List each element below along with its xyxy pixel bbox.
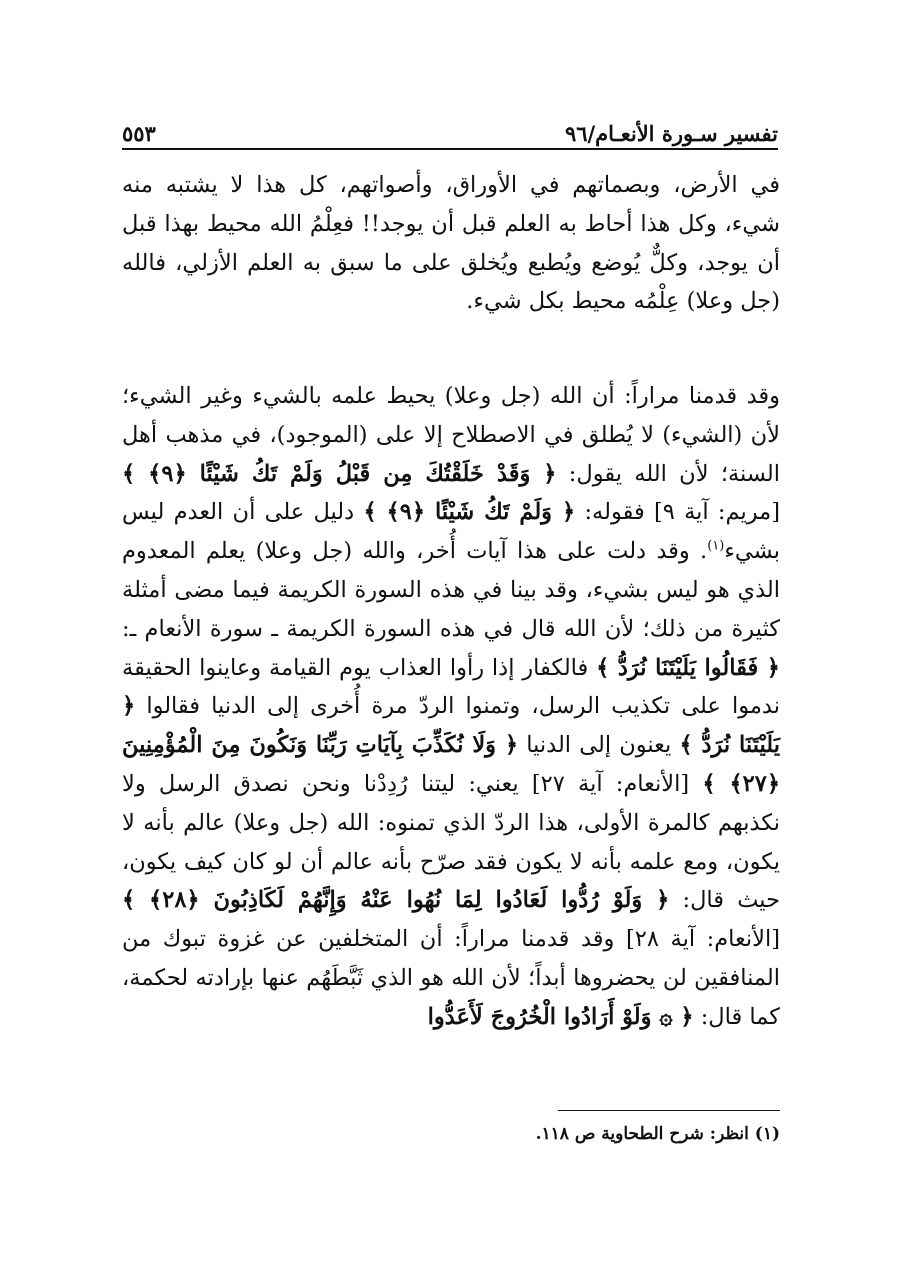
text-run: وقد قدمنا مراراً: أن الله (جل وعلا) يحيط علمه بالشيء وغير الشيء؛ لأن (الشيء) لا يُطلق في الاصطلاح إلا على (الموجود)، في مذهب أهل السنة؛ لأن الله يقول: bbox=[122, 383, 780, 487]
running-title: تفسير سـورة الأنعـام/٩٦ bbox=[564, 121, 778, 146]
text-run: فالكفار إذا رأوا العذاب يوم القيامة وعاينوا الحقيقة ندموا على تكذيب الرسل، وتمنوا الردّ مرة أُخرى إلى الدنيا فقالوا bbox=[122, 654, 780, 720]
text-run: [الأنعام: آية ٢٨] وقد قدمنا مراراً: أن المتخلفين عن غزوة تبوك من المنافقين لن يحضروها أبداً؛ لأن الله هو الذي ثَبَّطَهُم عنها بإرادته لحكمة، كما قال: bbox=[122, 926, 780, 1030]
paragraph-2-text bbox=[122, 377, 780, 1037]
quran-verse-anam-27-excerpt: ﴿ فَقَالُوا يَلَيْتَنَا نُرَدُّ ﴾ bbox=[596, 654, 780, 681]
text-run: [مريم: آية ٩] فقوله: bbox=[575, 499, 780, 526]
footnote-reference[interactable]: (١) bbox=[707, 538, 725, 554]
paragraph-2 bbox=[122, 377, 780, 1037]
quran-verse-anam-28: ﴿ وَلَوْ رُدُّوا لَعَادُوا لِمَا نُهُوا عَنْهُ وَإِنَّهُمْ لَكَاذِبُونَ ﴿٢٨﴾ ﴾ bbox=[122, 887, 670, 914]
footnote-rule bbox=[558, 1110, 780, 1111]
quran-verse-tawbah-46: ﴿ ۞ وَلَوْ أَرَادُوا الْخُرُوجَ لَأَعَدُّوا bbox=[427, 1003, 694, 1030]
footnote: (١) انظر: شرح الطحاوية ص ١١٨. bbox=[535, 1124, 780, 1144]
header-rule bbox=[122, 148, 778, 150]
quran-verse-anam-27-excerpt-2: ﴿ يَلَيْتَنَا نُرَدُّ ﴾ bbox=[122, 693, 780, 759]
paragraph-1 bbox=[122, 166, 780, 321]
running-header bbox=[122, 112, 778, 146]
quran-verse-anam-27: ﴿ وَلَا نُكَذِّبَ بِآيَاتِ رَبِّنَا وَنَكُونَ مِنَ الْمُؤْمِنِينَ ﴿٢٧﴾ ﴾ bbox=[122, 732, 781, 797]
text-run: [الأنعام: آية ٢٧] يعني: ليتنا رُدِدْنا ونحن نصدق الرسل ولا نكذبهم كالمرة الأولى، هذا الردّ الذي تمنوه: الله (جل وعلا) عالم بأنه لا يكون، ومع علمه بأنه لا يكون فقد صرّح بأنه عالم أن لو كان كيف يكون، حيث قال: bbox=[122, 770, 781, 914]
page-number: ٥٥٣ bbox=[122, 121, 156, 146]
text-run: . وقد دلت على هذا آيات أُخر، والله (جل وعلا) يعلم المعدوم الذي هو ليس بشيء، وقد بينا في هذه السورة الكريمة فيما مضى أمثلة كثيرة من ذلك؛ لأن الله قال في هذه السورة الكريمة ـ سورة الأنعام ـ: bbox=[122, 538, 780, 642]
text-run: يعنون إلى الدنيا bbox=[518, 732, 680, 759]
text-run: دليل على أن العدم ليس بشيء bbox=[122, 499, 780, 565]
quran-verse-maryam-9: ﴿ وَقَدْ خَلَقْتُكَ مِن قَبْلُ وَلَمْ تَكُ شَيْئًا ﴿٩﴾ ﴾ bbox=[122, 460, 557, 487]
paragraph-1-text: في الأرض، وبصماتهم في الأوراق، وأصواتهم، كل هذا لا يشتبه منه شيء، وكل هذا أحاط به العلم قبل أن يوجد!! فعِلْمُ الله محيط بهذا قبل أن يوجد، وكلٌّ يُوضع ويُطبع ويُخلق على ما سبق به العلم الأزلي، فالله (جل وعلا) عِلْمُه محيط بكل شيء. bbox=[122, 172, 780, 315]
quran-verse-maryam-9-excerpt: ﴿ وَلَمْ تَكُ شَيْئًا ﴿٩﴾ ﴾ bbox=[363, 499, 576, 526]
